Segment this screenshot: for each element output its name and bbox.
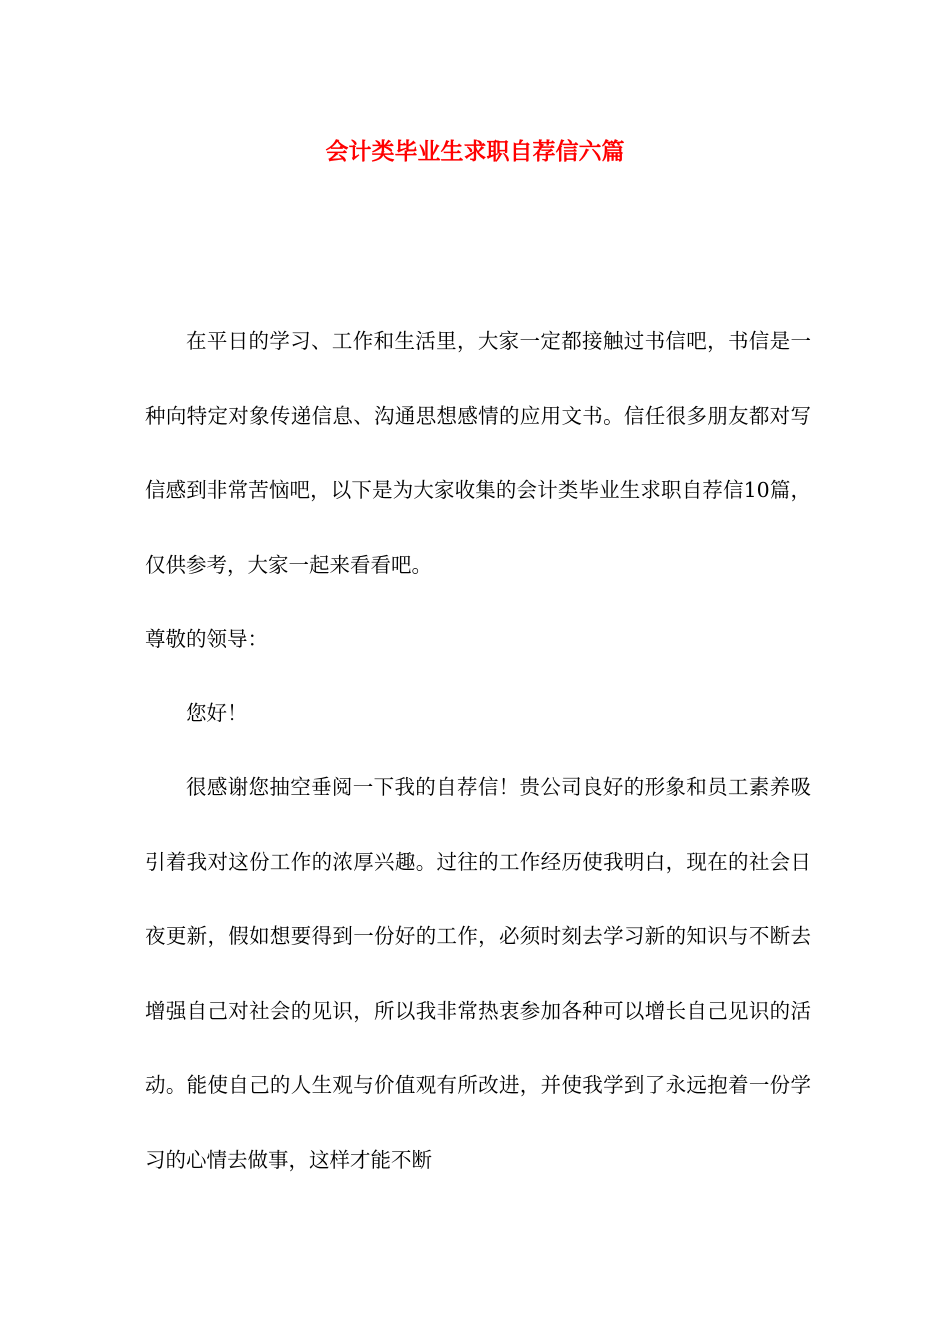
greeting-line: 您好！ bbox=[186, 701, 248, 725]
intro-paragraph: 在平日的学习、工作和生活里，大家一定都接触过书信吧，书信是一种向特定对象传递信息、沟通思想感情的应用文书。信任很多朋友都对写信感到非常苦恼吧，以下是为大家收集的会计类毕业生求职自荐信10篇，仅供参考，大家一起来看看吧。 bbox=[145, 329, 811, 577]
document-title: 会计类毕业生求职自荐信六篇 bbox=[325, 138, 625, 165]
letter-body-paragraph: 很感谢您抽空垂阅一下我的自荐信！贵公司良好的形象和员工素养吸引着我对这份工作的浓厚兴趣。过往的工作经历使我明白，现在的社会日夜更新，假如想要得到一份好的工作，必须时刻去学习新的知识与不断去增强自己对社会的见识，所以我非常热衷参加各种可以增长自己见识的活动。能使自己的人生观与价值观有所改进，并使我学到了永远抱着一份学习的心情去做事，这样才能不断 bbox=[145, 775, 811, 1172]
salutation-line: 尊敬的领导： bbox=[145, 627, 268, 651]
